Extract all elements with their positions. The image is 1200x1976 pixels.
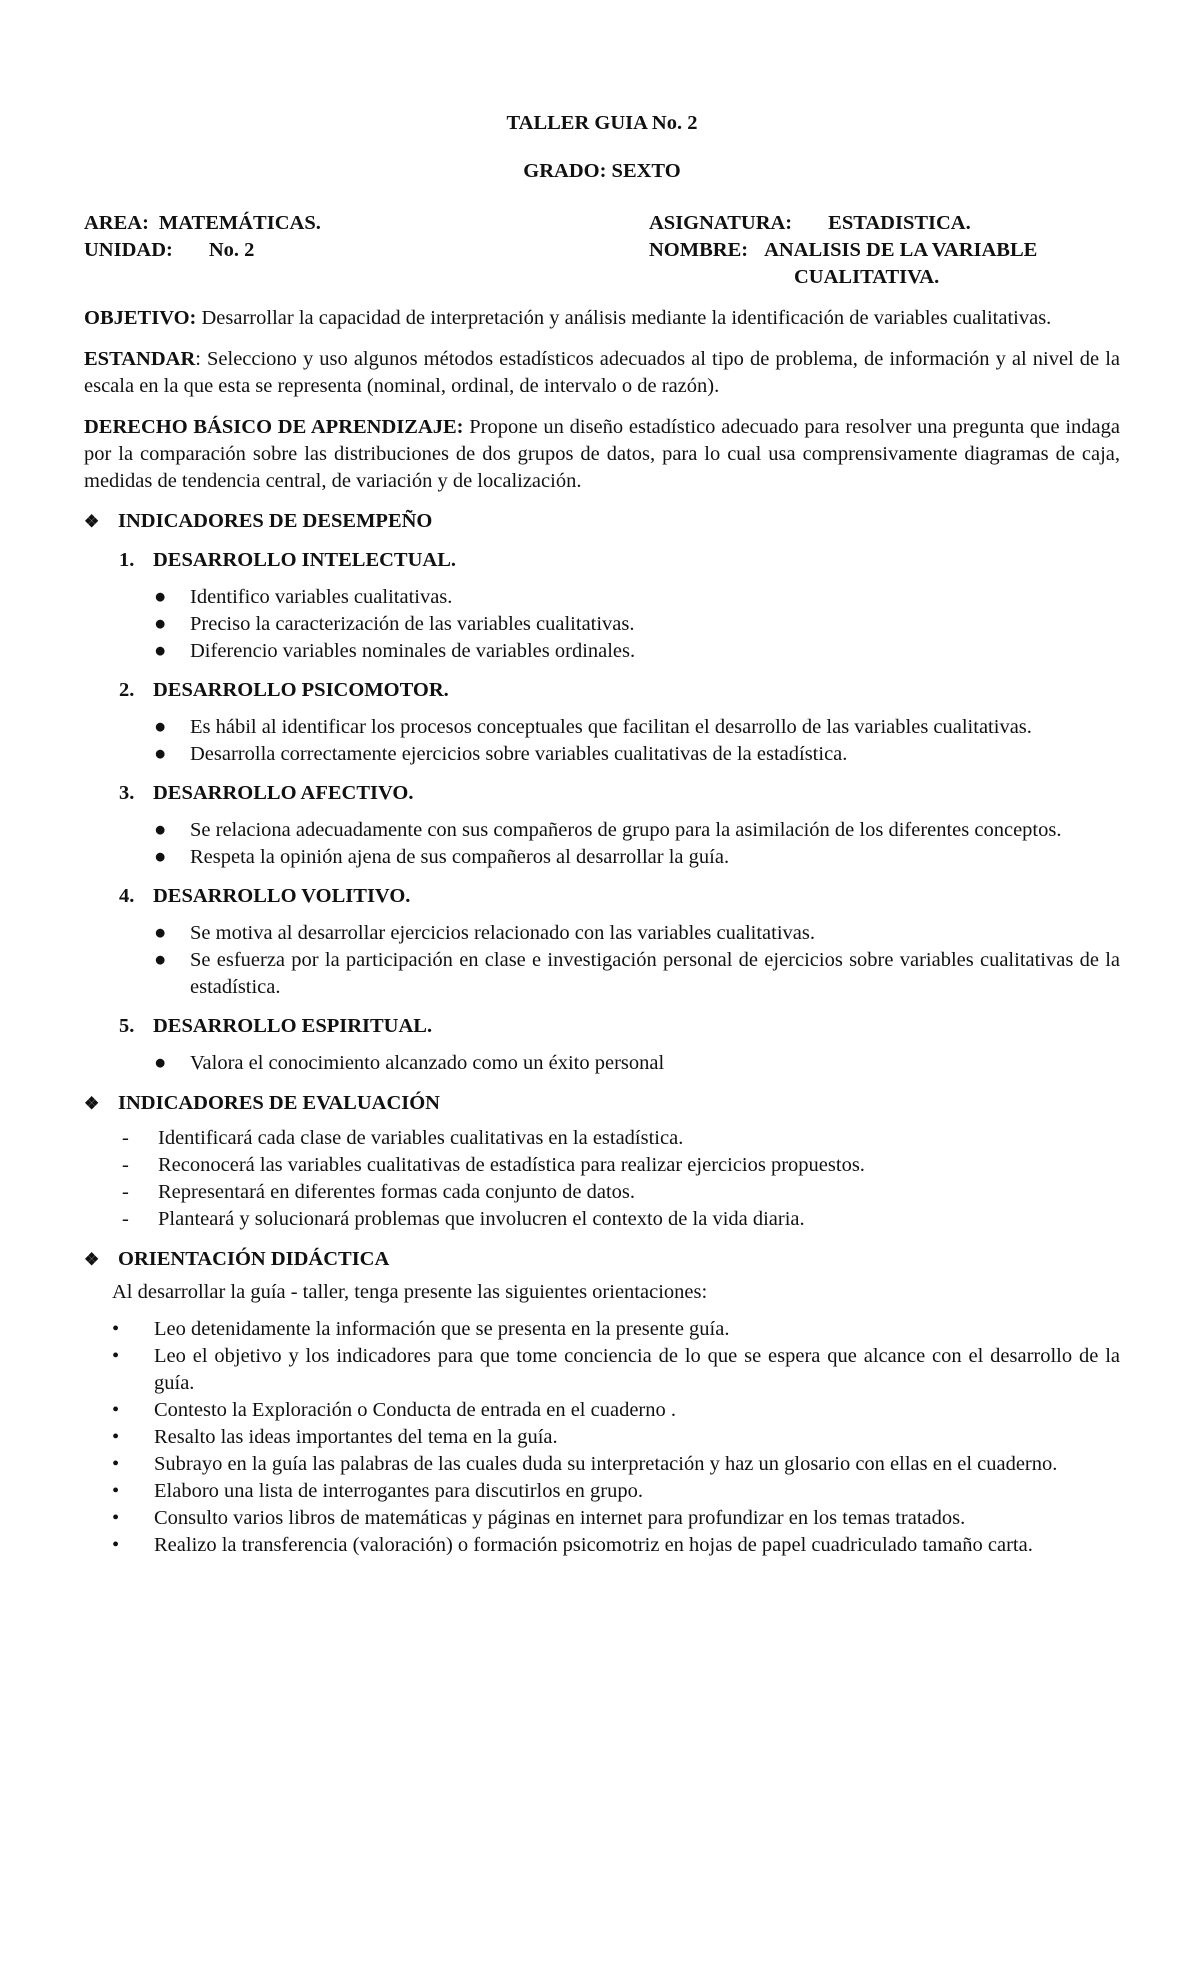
- name-value: ANALISIS DE LA VARIABLE: [764, 239, 1038, 261]
- orientation-list: [84, 1316, 1120, 1559]
- bullet-dot-icon: •: [112, 1426, 120, 1448]
- list-item-text: Es hábil al identificar los procesos conceptuales que facilitan el desarrollo de las variables cualitativas.: [190, 716, 1032, 738]
- list-item-text: Leo detenidamente la información que se presenta en la presente guía.: [154, 1318, 730, 1340]
- list-item: [154, 844, 1120, 871]
- list-item: [154, 638, 1120, 665]
- list-item: [154, 584, 1120, 611]
- objective-text: Desarrollar la capacidad de interpretación y análisis mediante la identificación de variables cualitativas.: [196, 307, 1052, 329]
- bullet-dot-icon: ●: [154, 846, 167, 868]
- dash-bullet-icon: -: [122, 1208, 129, 1230]
- bullet-dot-icon: •: [112, 1507, 120, 1529]
- list-item-text: Leo el objetivo y los indicadores para que tome conciencia de lo que se espera que alcance con el desarrollo de la guía.: [154, 1345, 1120, 1394]
- evaluation-heading: [84, 1090, 1120, 1117]
- list-item-text: Contesto la Exploración o Conducta de entrada en el cuaderno .: [154, 1399, 676, 1421]
- list-item: [112, 1316, 1120, 1343]
- orientation-heading: [84, 1246, 1120, 1273]
- bullet-dot-icon: ●: [154, 613, 167, 635]
- bullet-dot-icon: ●: [154, 586, 167, 608]
- performance-group-heading: [84, 1013, 1120, 1040]
- list-item: [154, 714, 1120, 741]
- area-line: [84, 210, 649, 237]
- objective-paragraph: [84, 305, 1120, 332]
- list-item: [154, 947, 1120, 1001]
- name-line: [649, 237, 1120, 264]
- list-item-text: Reconocerá las variables cualitativas de estadística para realizar ejercicios propuestos.: [158, 1154, 865, 1176]
- performance-group-heading: [84, 677, 1120, 704]
- group-number: 4.: [119, 885, 135, 907]
- list-item-text: Valora el conocimiento alcanzado como un éxito personal: [190, 1052, 665, 1074]
- performance-list: [84, 584, 1120, 665]
- name-label: NOMBRE:: [649, 239, 749, 261]
- performance-list: [84, 1050, 1120, 1077]
- list-item-text: Se motiva al desarrollar ejercicios relacionado con las variables cualitativas.: [190, 922, 815, 944]
- unit-value: No. 2: [208, 239, 255, 261]
- list-item-text: Realizo la transferencia (valoración) o formación psicomotriz en hojas de papel cuadriculado tamaño carta.: [154, 1534, 1033, 1556]
- list-item: [112, 1424, 1120, 1451]
- unit-line: [84, 237, 649, 264]
- dash-bullet-icon: -: [122, 1127, 129, 1149]
- group-number: 2.: [119, 679, 135, 701]
- group-title: DESARROLLO VOLITIVO.: [153, 885, 411, 907]
- performance-group-heading: [84, 883, 1120, 910]
- performance-list: [84, 817, 1120, 871]
- area-value: MATEMÁTICAS.: [158, 212, 321, 234]
- evaluation-list: [84, 1125, 1120, 1233]
- bullet-dot-icon: ●: [154, 716, 167, 738]
- bullet-dot-icon: ●: [154, 743, 167, 765]
- list-item-text: Elaboro una lista de interrogantes para discutirlos en grupo.: [154, 1480, 644, 1502]
- list-item-text: Resalto las ideas importantes del tema en la guía.: [154, 1426, 558, 1448]
- bullet-dot-icon: •: [112, 1480, 120, 1502]
- group-title: DESARROLLO PSICOMOTOR.: [153, 679, 449, 701]
- list-item-text: Respeta la opinión ajena de sus compañeros al desarrollar la guía.: [190, 846, 730, 868]
- orientation-title: ORIENTACIÓN DIDÁCTICA: [118, 1248, 390, 1270]
- list-item: [122, 1206, 1120, 1233]
- dba-text: Propone un diseño estadístico adecuado para resolver una pregunta que indaga por la comparación sobre las distribuciones de dos grupos de datos, para lo cual usa comprensivamente diagramas de caja, medidas de tendencia central, de variación y de localización.: [84, 416, 1121, 492]
- dba-paragraph: [84, 414, 1120, 495]
- diamond-bullet-icon: ❖: [84, 512, 100, 531]
- list-item-text: Se relaciona adecuadamente con sus compañeros de grupo para la asimilación de los diferentes conceptos.: [190, 819, 1062, 841]
- bullet-dot-icon: •: [112, 1534, 120, 1556]
- dba-label: DERECHO BÁSICO DE APRENDIZAJE:: [84, 416, 464, 438]
- list-item-text: Identificará cada clase de variables cualitativas en la estadística.: [158, 1127, 684, 1149]
- bullet-dot-icon: •: [112, 1399, 120, 1421]
- evaluation-title: INDICADORES DE EVALUACIÓN: [118, 1092, 440, 1114]
- name-value-continued: CUALITATIVA.: [794, 266, 940, 288]
- list-item: [112, 1532, 1120, 1559]
- diamond-bullet-icon: ❖: [84, 1094, 100, 1113]
- grade-heading: GRADO: SEXTO: [523, 160, 681, 182]
- document-page: [84, 110, 1120, 1559]
- bullet-dot-icon: ●: [154, 1052, 167, 1074]
- header-info: [84, 210, 1120, 291]
- group-title: DESARROLLO INTELECTUAL.: [153, 549, 457, 571]
- list-item-text: Se esfuerza por la participación en clase e investigación personal de ejercicios sobre variables cualitativas de la estadística.: [190, 949, 1120, 998]
- group-number: 5.: [119, 1015, 135, 1037]
- list-item-text: Diferencio variables nominales de variables ordinales.: [190, 640, 636, 662]
- subject-value: ESTADISTICA.: [828, 212, 971, 234]
- list-item-text: Planteará y solucionará problemas que involucren el contexto de la vida diaria.: [158, 1208, 805, 1230]
- list-item: [112, 1451, 1120, 1478]
- performance-list: [84, 920, 1120, 1001]
- list-item: [122, 1125, 1120, 1152]
- group-number: 1.: [119, 549, 135, 571]
- diamond-bullet-icon: ❖: [84, 1250, 100, 1269]
- bullet-dot-icon: •: [112, 1345, 120, 1367]
- orientation-intro: Al desarrollar la guía - taller, tenga presente las siguientes orientaciones:: [112, 1281, 708, 1303]
- bullet-dot-icon: ●: [154, 922, 167, 944]
- list-item: [112, 1478, 1120, 1505]
- bullet-dot-icon: •: [112, 1453, 120, 1475]
- performance-heading: [84, 508, 1120, 535]
- performance-title: INDICADORES DE DESEMPEÑO: [118, 510, 433, 532]
- group-title: DESARROLLO AFECTIVO.: [153, 782, 414, 804]
- standard-paragraph: [84, 346, 1120, 400]
- list-item-text: Consulto varios libros de matemáticas y páginas en internet para profundizar en los temas tratados.: [154, 1507, 966, 1529]
- bullet-dot-icon: •: [112, 1318, 120, 1340]
- list-item: [154, 817, 1120, 844]
- unit-label: UNIDAD:: [84, 239, 173, 261]
- list-item-text: Identifico variables cualitativas.: [190, 586, 453, 608]
- list-item-text: Representará en diferentes formas cada conjunto de datos.: [158, 1181, 635, 1203]
- list-item: [122, 1152, 1120, 1179]
- list-item-text: Preciso la caracterización de las variables cualitativas.: [190, 613, 635, 635]
- performance-group-heading: [84, 547, 1120, 574]
- list-item: [154, 611, 1120, 638]
- area-label: AREA:: [84, 212, 149, 234]
- performance-group-heading: [84, 780, 1120, 807]
- dash-bullet-icon: -: [122, 1154, 129, 1176]
- bullet-dot-icon: ●: [154, 640, 167, 662]
- list-item: [122, 1179, 1120, 1206]
- bullet-dot-icon: ●: [154, 819, 167, 841]
- list-item: [112, 1397, 1120, 1424]
- bullet-dot-icon: ●: [154, 949, 167, 971]
- standard-label: ESTANDAR: [84, 348, 196, 370]
- standard-text: : Selecciono y uso algunos métodos estadísticos adecuados al tipo de problema, de información y al nivel de la escala en la que esta se representa (nominal, ordinal, de intervalo o de razón).: [84, 348, 1120, 397]
- group-title: DESARROLLO ESPIRITUAL.: [153, 1015, 433, 1037]
- performance-list: [84, 714, 1120, 768]
- list-item: [154, 741, 1120, 768]
- objective-label: OBJETIVO:: [84, 307, 197, 329]
- dash-bullet-icon: -: [122, 1181, 129, 1203]
- list-item-text: Subrayo en la guía las palabras de las cuales duda su interpretación y haz un glosario con ellas en el cuaderno.: [154, 1453, 1058, 1475]
- document-title: TALLER GUIA No. 2: [506, 112, 698, 134]
- list-item: [154, 920, 1120, 947]
- list-item: [112, 1343, 1120, 1397]
- subject-line: [649, 210, 1120, 237]
- list-item-text: Desarrolla correctamente ejercicios sobre variables cualitativas de la estadística.: [190, 743, 848, 765]
- list-item: [112, 1505, 1120, 1532]
- subject-label: ASIGNATURA:: [649, 212, 793, 234]
- group-number: 3.: [119, 782, 135, 804]
- list-item: [154, 1050, 1120, 1077]
